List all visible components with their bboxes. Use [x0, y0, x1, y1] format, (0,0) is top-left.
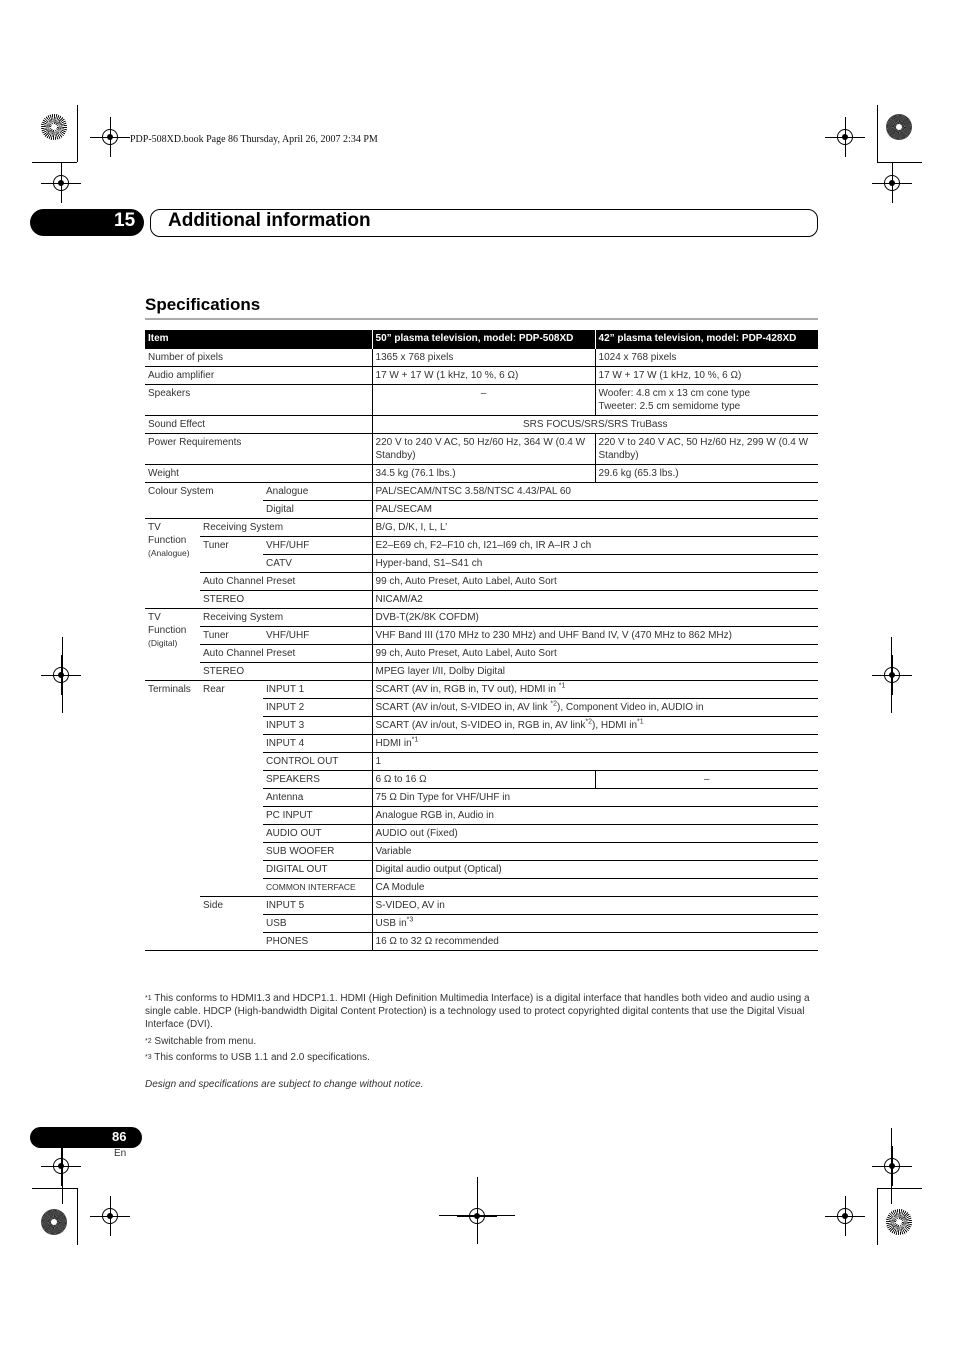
printer-mark-icon [886, 114, 912, 140]
input2-text: SCART (AV in/out, S-VIDEO in, AV link [375, 702, 551, 713]
section-divider [145, 318, 818, 320]
cell-value: PAL/SECAM/NTSC 3.58/NTSC 4.43/PAL 60 [372, 483, 818, 501]
table-row [145, 645, 818, 663]
footnote [145, 1035, 817, 1048]
sub-label: INPUT 4 [263, 735, 372, 753]
cell-value [372, 699, 818, 717]
sub-label: CONTROL OUT [263, 753, 372, 771]
tv-function-label: TV Function [148, 522, 187, 546]
table-row [145, 416, 818, 434]
row-label [145, 519, 200, 609]
footnote [145, 992, 817, 1031]
footnote-ref: *1 [558, 682, 566, 690]
header-model-50: 50” plasma television, model: PDP-508XD [372, 330, 595, 349]
cell-value: SRS FOCUS/SRS/SRS TruBass [372, 416, 818, 434]
row-label: Speakers [145, 385, 372, 416]
sub-label: INPUT 1 [263, 681, 372, 699]
table-header-row [145, 330, 818, 349]
section-title: Specifications [145, 295, 261, 314]
row-label: Number of pixels [145, 349, 372, 367]
crop-line [877, 105, 878, 162]
woofer-spec: Woofer: 4.8 cm x 13 cm cone type [598, 388, 751, 399]
sub-label: AUDIO OUT [263, 825, 372, 843]
cell-value: 34.5 kg (76.1 lbs.) [372, 465, 595, 483]
table-row [145, 434, 818, 465]
chapter-title: Additional information [168, 210, 371, 231]
cell-value: 220 V to 240 V AC, 50 Hz/60 Hz, 364 W (0.4 W Standby) [372, 434, 595, 465]
sub-label: COMMON INTERFACE [263, 879, 372, 897]
sub-label: Tuner [200, 537, 263, 573]
table-row [145, 573, 818, 591]
header-model-42: 42” plasma television, model: PDP-428XD [595, 330, 818, 349]
cell-value: S-VIDEO, AV in [372, 897, 818, 915]
table-row [145, 663, 818, 681]
printer-mark-icon [41, 114, 67, 140]
cell-value: Analogue RGB in, Audio in [372, 807, 818, 825]
cell-value: 17 W + 17 W (1 kHz, 10 %, 6 Ω) [595, 367, 818, 385]
footnote-text: This conforms to USB 1.1 and 2.0 specifications. [154, 1052, 370, 1063]
table-row [145, 465, 818, 483]
printer-mark-icon [886, 1209, 912, 1235]
sub-label: PC INPUT [263, 807, 372, 825]
cell-value: – [595, 771, 818, 789]
table-row [145, 349, 818, 367]
cell-value: Digital audio output (Optical) [372, 861, 818, 879]
registration-mark-icon [41, 655, 81, 695]
sub-label: PHONES [263, 933, 372, 951]
sub-label: Analogue [263, 483, 372, 501]
sub-label: Side [200, 897, 263, 951]
sub-label: Rear [200, 681, 263, 897]
disclaimer-note: Design and specifications are subject to change without notice. [145, 1079, 424, 1090]
crop-line [877, 162, 922, 163]
table-row [145, 627, 818, 645]
chapter-number: 15 [114, 210, 136, 231]
cell-value: DVB-T(2K/8K COFDM) [372, 609, 818, 627]
cell-value: 1365 x 768 pixels [372, 349, 595, 367]
sub-label: INPUT 3 [263, 717, 372, 735]
table-row [145, 367, 818, 385]
crop-line [62, 637, 63, 713]
row-label [145, 609, 200, 681]
table-row [145, 609, 818, 627]
sub-label: Antenna [263, 789, 372, 807]
cell-value: Hyper-band, S1–S41 ch [372, 555, 818, 573]
usb-text: USB in [375, 918, 407, 929]
sub-label: Tuner [200, 627, 263, 645]
cell-value: 29.6 kg (65.3 lbs.) [595, 465, 818, 483]
cell-value: VHF Band III (170 MHz to 230 MHz) and UHF Band IV, V (470 MHz to 862 MHz) [372, 627, 818, 645]
crop-line [77, 105, 78, 162]
header-item: Item [145, 330, 372, 349]
cell-value [372, 717, 818, 735]
cell-value: 16 Ω to 32 Ω recommended [372, 933, 818, 951]
registration-mark-icon [872, 655, 912, 695]
tv-function-sub: (Digital) [148, 638, 178, 648]
crop-line [32, 162, 77, 163]
tv-function-sub: (Analogue) [148, 548, 190, 558]
table-row [145, 897, 818, 915]
sub-label: VHF/UHF [263, 627, 372, 645]
crop-line [77, 1188, 78, 1245]
table-row [145, 681, 818, 699]
sub-label: SPEAKERS [263, 771, 372, 789]
registration-mark-icon [90, 117, 130, 157]
page-number: 86 [112, 1129, 127, 1144]
crop-line [891, 637, 892, 713]
sub-label: INPUT 2 [263, 699, 372, 717]
table-row [145, 537, 818, 555]
crop-line [877, 1188, 922, 1189]
sub-label: Auto Channel Preset [200, 573, 372, 591]
crop-line [32, 1188, 77, 1189]
cell-value: MPEG layer I/II, Dolby Digital [372, 663, 818, 681]
sub-label: STEREO [200, 591, 372, 609]
registration-mark-icon [90, 1196, 130, 1236]
sub-label: VHF/UHF [263, 537, 372, 555]
row-label: Terminals [145, 681, 200, 951]
cell-value [595, 385, 818, 416]
row-label: Audio amplifier [145, 367, 372, 385]
file-info: PDP-508XD.book Page 86 Thursday, April 26, 2007 2:34 PM [130, 134, 378, 145]
cell-value: 17 W + 17 W (1 kHz, 10 %, 6 Ω) [372, 367, 595, 385]
table-row [145, 591, 818, 609]
footnote-text: This conforms to HDMI1.3 and HDCP1.1. HDMI (High Definition Multimedia Interface) is a digital interface that handles both video and audio using a single cable. HDCP (High-bandwidth Digital Content Protection) is a technology used to protect copyrighted digital contents that use the Digital Visual Interface (DVI). [145, 993, 810, 1030]
row-label: Power Requirements [145, 434, 372, 465]
sub-label: DIGITAL OUT [263, 861, 372, 879]
input4-text: HDMI in [375, 738, 412, 749]
footnote-ref: *2 [550, 700, 558, 708]
table-row [145, 385, 818, 416]
cell-value: 75 Ω Din Type for VHF/UHF in [372, 789, 818, 807]
cell-value: CA Module [372, 879, 818, 897]
registration-mark-icon [825, 1196, 865, 1236]
footnote-mark: *2 [145, 1038, 152, 1045]
sub-label: USB [263, 915, 372, 933]
printer-mark-icon [41, 1209, 67, 1235]
cell-value: E2–E69 ch, F2–F10 ch, I21–I69 ch, IR A–IR J ch [372, 537, 818, 555]
row-label: Colour System [145, 483, 263, 519]
cell-value [372, 735, 818, 753]
cell-value: 1024 x 768 pixels [595, 349, 818, 367]
cell-value: B/G, D/K, I, L, L’ [372, 519, 818, 537]
footnote-mark: *3 [145, 1054, 152, 1061]
registration-mark-icon [825, 117, 865, 157]
row-label: Sound Effect [145, 416, 372, 434]
cell-value: PAL/SECAM [372, 501, 818, 519]
footnote-ref: *2 [585, 718, 593, 726]
registration-mark-icon [41, 1146, 81, 1186]
cell-value [372, 681, 818, 699]
footnote-mark: *1 [145, 995, 152, 1002]
cell-value: NICAM/A2 [372, 591, 818, 609]
sub-label: CATV [263, 555, 372, 573]
sub-label: INPUT 5 [263, 897, 372, 915]
sub-label: Receiving System [200, 609, 372, 627]
crop-line [477, 1177, 478, 1244]
footnote-ref: *1 [411, 736, 419, 744]
footnote-ref: *3 [406, 916, 414, 924]
page-language: En [114, 1148, 127, 1159]
input2-text-end: ), Component Video in, AUDIO in [557, 702, 704, 713]
cell-value: Variable [372, 843, 818, 861]
tweeter-spec: Tweeter: 2.5 cm semidome type [598, 401, 741, 412]
cell-value [372, 915, 818, 933]
row-label: Weight [145, 465, 372, 483]
sub-label: Auto Channel Preset [200, 645, 372, 663]
sub-label: STEREO [200, 663, 372, 681]
registration-mark-icon [872, 1146, 912, 1186]
cell-value: 6 Ω to 16 Ω [372, 771, 595, 789]
crop-line [891, 1128, 892, 1204]
sub-label: SUB WOOFER [263, 843, 372, 861]
table-row [145, 483, 818, 501]
cell-value: 1 [372, 753, 818, 771]
footnote-text: Switchable from menu. [154, 1036, 257, 1047]
cell-value: 99 ch, Auto Preset, Auto Label, Auto Sort [372, 573, 818, 591]
tv-function-label: TV Function [148, 612, 187, 636]
cell-value: 99 ch, Auto Preset, Auto Label, Auto Sort [372, 645, 818, 663]
sub-label: Receiving System [200, 519, 372, 537]
specifications-table [145, 330, 818, 951]
cell-value: – [372, 385, 595, 416]
input1-text: SCART (AV in, RGB in, TV out), HDMI in [375, 684, 559, 695]
registration-mark-icon [872, 163, 912, 203]
crop-line [877, 1188, 878, 1245]
cell-value: AUDIO out (Fixed) [372, 825, 818, 843]
footnote [145, 1051, 817, 1064]
input3-text: SCART (AV in/out, S-VIDEO in, RGB in, AV link [375, 720, 586, 731]
registration-mark-icon [41, 163, 81, 203]
table-row [145, 519, 818, 537]
cell-value: 220 V to 240 V AC, 50 Hz/60 Hz, 299 W (0.4 W Standby) [595, 434, 818, 465]
input3-text-end: ), HDMI in [592, 720, 638, 731]
sub-label: Digital [263, 501, 372, 519]
footnote-ref: *1 [637, 718, 644, 726]
